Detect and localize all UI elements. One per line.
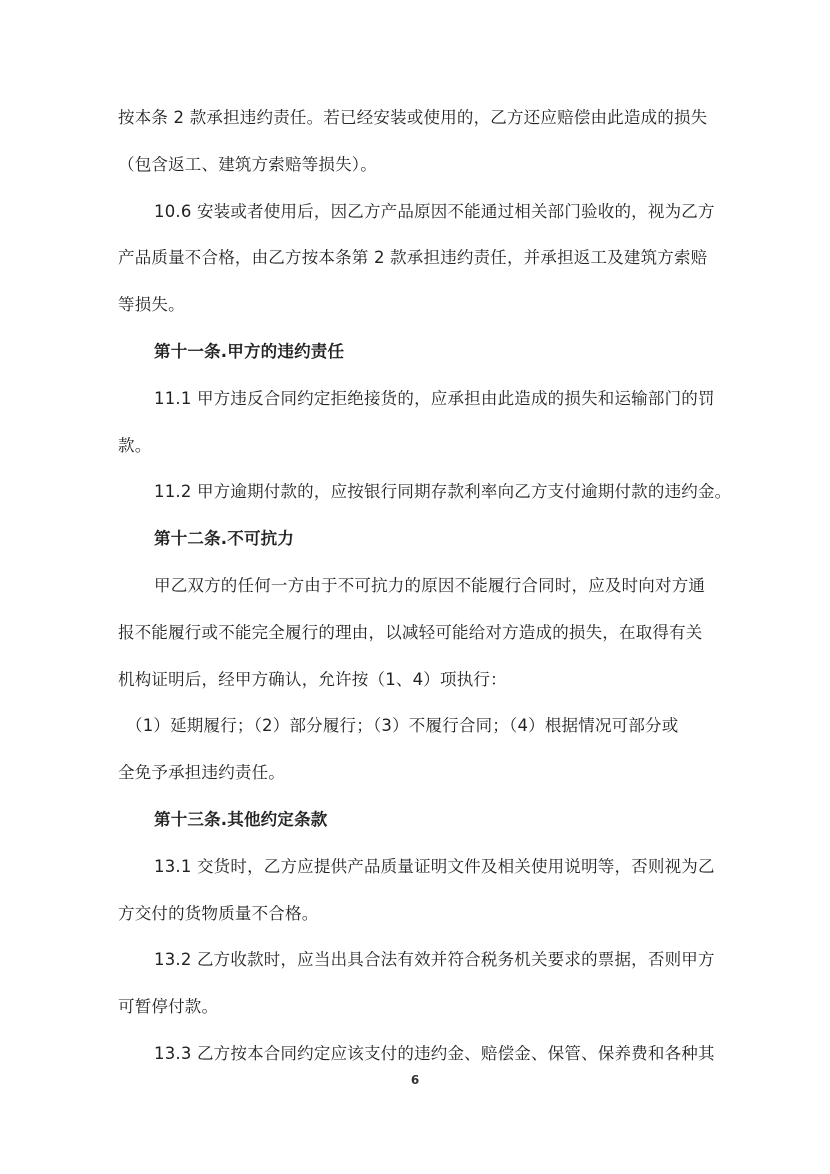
text-line: 11.1 甲方违反合同约定拒绝接货的，应承担由此造成的损失和运输部门的罚 (154, 388, 715, 408)
text-line: 13.1 交货时，乙方应提供产品质量证明文件及相关使用说明等，否则视为乙 (154, 856, 715, 876)
text-line: 机构证明后，经甲方确认，允许按（1、4）项执行： (118, 669, 507, 689)
text-line: 第十三条.其他约定条款 (154, 809, 328, 829)
paragraph (118, 469, 732, 516)
paragraph (118, 1031, 718, 1078)
text-line: 可暂停付款。 (118, 997, 219, 1017)
text-line: 方交付的货物质量不合格。 (118, 903, 319, 923)
text-line: （包含返工、建筑方索赔等损失）。 (118, 154, 377, 174)
section-heading (118, 516, 718, 563)
text-line: 10.6 安装或者使用后，因乙方产品原因不能通过相关部门验收的，视为乙方 (154, 201, 715, 221)
section-heading (118, 797, 718, 844)
page-number: 6 (410, 1073, 420, 1087)
text-line: 报不能履行或不能完全履行的理由，以减轻可能给对方造成的损失，在取得有关 (118, 622, 703, 642)
paragraph (118, 703, 718, 797)
document-body (118, 95, 732, 1078)
text-line: 13.2 乙方收款时，应当出具合法有效并符合税务机关要求的票据，否则甲方 (154, 950, 715, 970)
paragraph (118, 376, 718, 470)
section-heading (118, 329, 718, 376)
text-line: （1）延期履行；（2）部分履行；（3）不履行合同；（4）根据情况可部分或 (126, 716, 679, 736)
text-line: 第十一条.甲方的违约责任 (154, 341, 345, 361)
text-line: 产品质量不合格，由乙方按本条第 2 款承担违约责任，并承担返工及建筑方索赔 (118, 248, 708, 268)
text-line: 第十二条.不可抗力 (154, 529, 295, 549)
paragraph (118, 563, 718, 703)
text-line: 款。 (118, 435, 152, 455)
text-line: 13.3 乙方按本合同约定应该支付的违约金、赔偿金、保管、保养费和各种其 (154, 1043, 715, 1063)
text-line: 全免予承担违约责任。 (118, 763, 285, 783)
text-line: 按本条 2 款承担违约责任。若已经安装或使用的，乙方还应赔偿由此造成的损失 (118, 108, 708, 127)
text-line: 等损失。 (118, 295, 185, 315)
paragraph (118, 189, 718, 329)
paragraph (118, 844, 718, 938)
paragraph (118, 95, 718, 189)
text-line: 甲乙双方的任何一方由于不可抗力的原因不能履行合同时，应及时向对方通 (154, 575, 706, 595)
text-line: 11.2 甲方逾期付款的，应按银行同期存款利率向乙方支付逾期付款的违约金。 (154, 482, 732, 502)
paragraph (118, 937, 718, 1031)
